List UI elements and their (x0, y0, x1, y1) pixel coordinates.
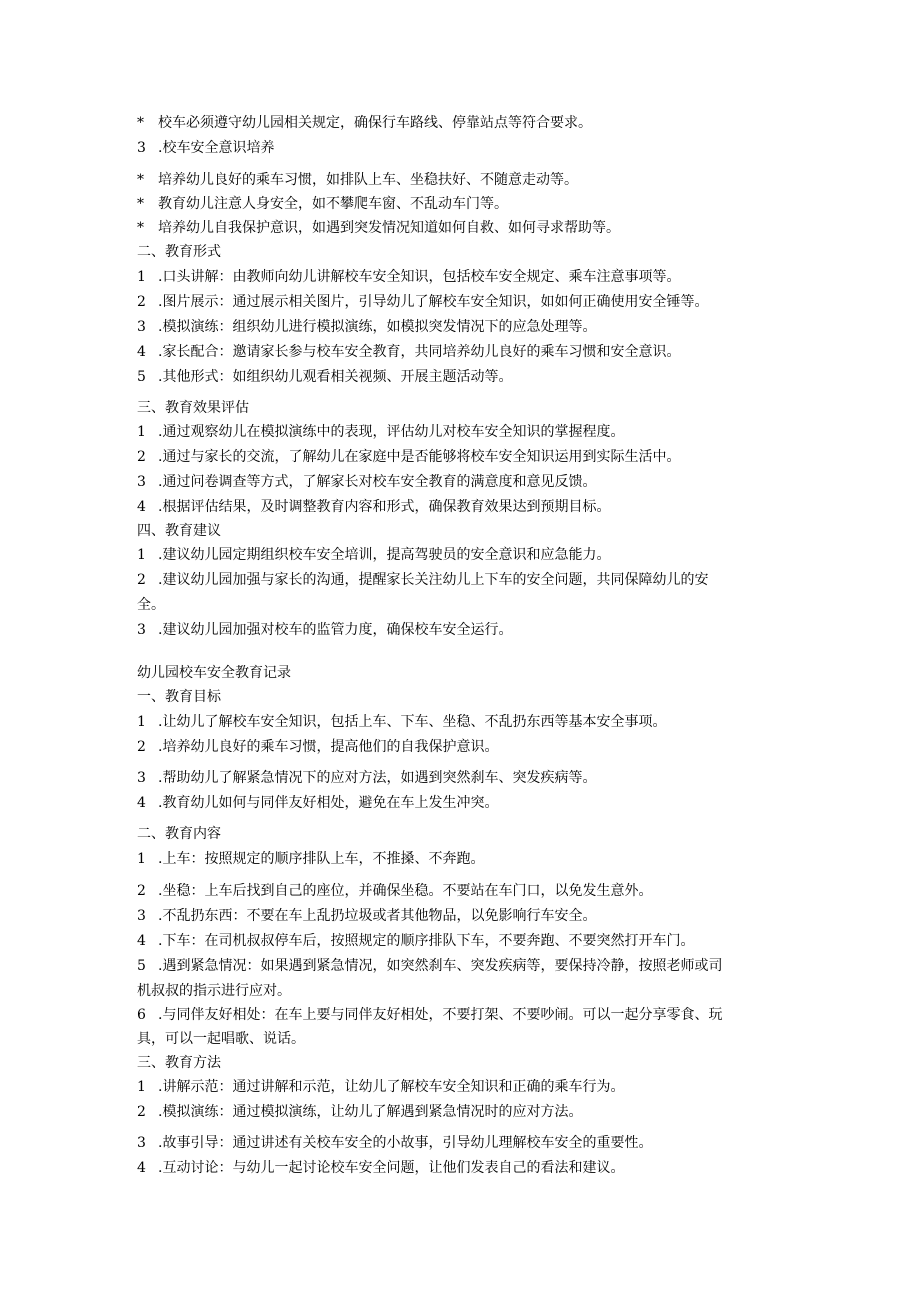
section-heading-text: 一、教育目标 (137, 689, 221, 705)
list-number: 3 (137, 1135, 146, 1151)
list-item-text: .不乱扔东西：不要在车上乱扔垃圾或者其他物品，以免影响行车安全。 (158, 908, 597, 924)
list-item-text: .建议幼儿园加强与家长的沟通，提醒家长关注幼儿上下车的安全问题，共同保障幼儿的安 (158, 572, 709, 588)
section-heading-text: 三、教育方法 (137, 1055, 221, 1071)
list-number: 3 (137, 622, 146, 638)
list-item-text: 培养幼儿自我保护意识，如遇到突发情况知道如何自救、如何寻求帮助等。 (158, 220, 620, 236)
list-number: 4 (137, 344, 146, 360)
list-item-text: .故事引导：通过讲述有关校车安全的小故事，引导幼儿理解校车安全的重要性。 (158, 1135, 653, 1151)
list-number: 1 (137, 1079, 146, 1095)
list-item-text: .遇到紧急情况：如果遇到紧急情况，如突然刹车、突发疾病等，要保持冷静，按照老师或司 (158, 958, 723, 974)
list-item-text: .口头讲解：由教师向幼儿讲解校车安全知识，包括校车安全规定、乘车注意事项等。 (158, 269, 681, 285)
list-item-text: .坐稳：上车后找到自己的座位，并确保坐稳。不要站在车门口，以免发生意外。 (158, 883, 653, 899)
list-number: 3 (137, 474, 146, 490)
list-item-text: 培养幼儿良好的乘车习惯，如排队上车、坐稳扶好、不随意走动等。 (158, 172, 578, 188)
list-item-text: 教育幼儿注意人身安全，如不攀爬车窗、不乱动车门等。 (158, 196, 508, 212)
list-item-text: .下车：在司机叔叔停车后，按照规定的顺序排队下车，不要奔跑、不要突然打开车门。 (158, 933, 695, 949)
section-heading-text: 三、教育效果评估 (137, 400, 249, 416)
list-item-text: .模拟演练：通过模拟演练，让幼儿了解遇到紧急情况时的应对方法。 (158, 1104, 583, 1120)
list-item-text: .通过与家长的交流，了解幼儿在家庭中是否能够将校车安全知识运用到实际生活中。 (158, 449, 681, 465)
list-number: 1 (137, 714, 146, 730)
list-number: 2 (137, 883, 146, 899)
list-item-text: .根据评估结果，及时调整教育内容和形式，确保教育效果达到预期目标。 (158, 499, 611, 515)
subheading-text: .校车安全意识培养 (158, 140, 275, 156)
bullet-marker: * (137, 172, 144, 188)
list-item-text: 全。 (137, 597, 165, 613)
section-heading-text: 四、教育建议 (137, 523, 221, 539)
list-item-text: .帮助幼儿了解紧急情况下的应对方法，如遇到突然刹车、突发疾病等。 (158, 770, 597, 786)
document-title-text: 幼儿园校车安全教育记录 (137, 665, 291, 681)
section-heading-text: 二、教育形式 (137, 244, 221, 260)
list-number: 3 (137, 770, 146, 786)
list-number: 2 (137, 572, 146, 588)
list-item-text: .通过问卷调查等方式，了解家长对校车安全教育的满意度和意见反馈。 (158, 474, 597, 490)
list-number: 1 (137, 269, 146, 285)
list-item-text: .培养幼儿良好的乘车习惯，提高他们的自我保护意识。 (158, 739, 499, 755)
list-item-text: .建议幼儿园加强对校车的监管力度，确保校车安全运行。 (158, 622, 513, 638)
list-number: 4 (137, 1160, 146, 1176)
list-item-text: 校车必须遵守幼儿园相关规定，确保行车路线、停靠站点等符合要求。 (158, 115, 592, 131)
bullet-marker: * (137, 220, 144, 236)
list-number: 4 (137, 933, 146, 949)
list-number: 3 (137, 908, 146, 924)
list-number: 3 (137, 319, 146, 335)
list-number: 4 (137, 499, 146, 515)
list-item-text: 具，可以一起唱歌、说话。 (137, 1031, 305, 1047)
list-number: 6 (137, 1007, 146, 1023)
list-item-text: .建议幼儿园定期组织校车安全培训，提高驾驶员的安全意识和应急能力。 (158, 547, 611, 563)
list-item-text: 机叔叔的指示进行应对。 (137, 983, 291, 999)
list-number: 4 (137, 795, 146, 811)
list-item-text: .让幼儿了解校车安全知识，包括上车、下车、坐稳、不乱扔东西等基本安全事项。 (158, 714, 667, 730)
list-item-text: .上车：按照规定的顺序排队上车，不推搡、不奔跑。 (158, 851, 485, 867)
list-item-text: .互动讨论：与幼儿一起讨论校车安全问题，让他们发表自己的看法和建议。 (158, 1160, 625, 1176)
list-item-text: .其他形式：如组织幼儿观看相关视频、开展主题活动等。 (158, 369, 513, 385)
list-number: 5 (137, 958, 146, 974)
list-item-text: .与同伴友好相处：在车上要与同伴友好相处，不要打架、不要吵闹。可以一起分享零食、玩 (158, 1007, 723, 1023)
list-item-text: .图片展示：通过展示相关图片，引导幼儿了解校车安全知识，如如何正确使用安全锤等。 (158, 294, 709, 310)
list-number: 1 (137, 851, 146, 867)
list-number: 3 (137, 140, 146, 156)
list-number: 2 (137, 1104, 146, 1120)
list-number: 2 (137, 739, 146, 755)
section-heading-text: 二、教育内容 (137, 826, 221, 842)
bullet-marker: * (137, 196, 144, 212)
list-number: 1 (137, 547, 146, 563)
list-number: 1 (137, 424, 146, 440)
list-item-text: .家长配合：邀请家长参与校车安全教育，共同培养幼儿良好的乘车习惯和安全意识。 (158, 344, 681, 360)
list-number: 2 (137, 294, 146, 310)
list-item-text: .模拟演练：组织幼儿进行模拟演练，如模拟突发情况下的应急处理等。 (158, 319, 597, 335)
list-item-text: .教育幼儿如何与同伴友好相处，避免在车上发生冲突。 (158, 795, 499, 811)
list-item-text: .讲解示范：通过讲解和示范，让幼儿了解校车安全知识和正确的乘车行为。 (158, 1079, 625, 1095)
list-number: 2 (137, 449, 146, 465)
list-number: 5 (137, 369, 146, 385)
bullet-marker: * (137, 115, 144, 131)
list-item-text: .通过观察幼儿在模拟演练中的表现，评估幼儿对校车安全知识的掌握程度。 (158, 424, 625, 440)
